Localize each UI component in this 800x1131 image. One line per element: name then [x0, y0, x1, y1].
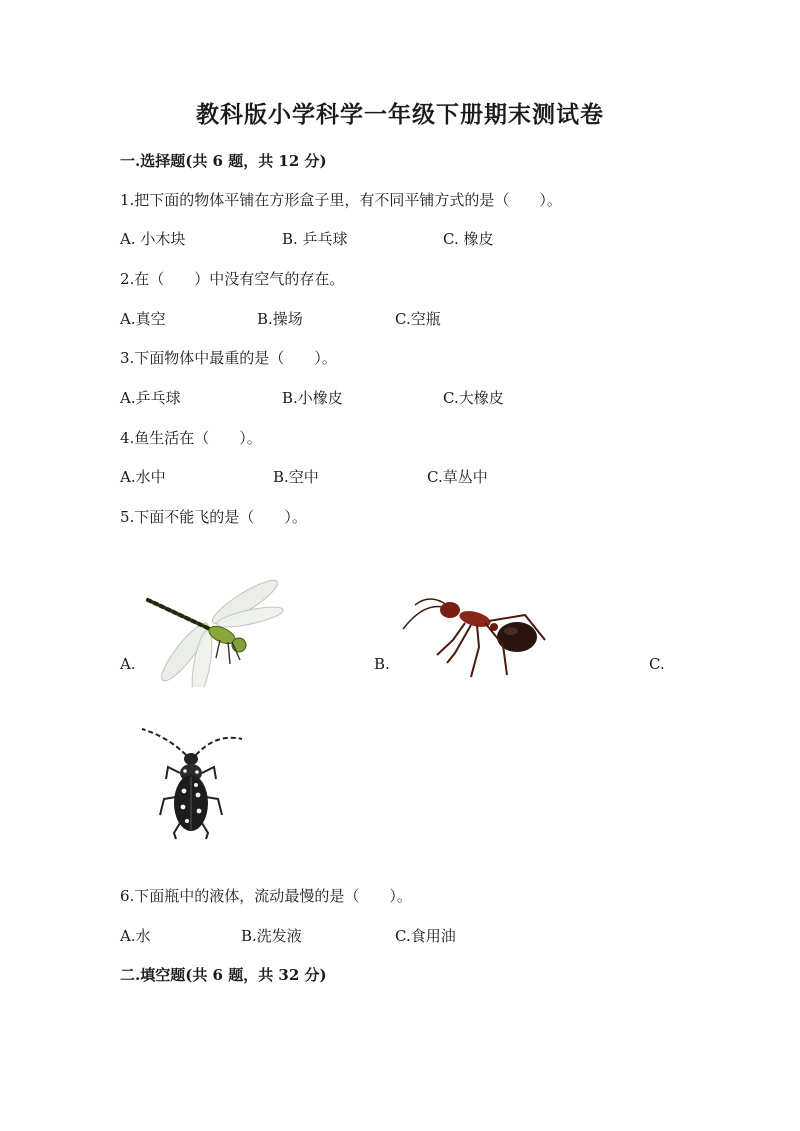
- question-1: 1.把下面的物体平铺在方形盒子里，有不同平铺方式的是（ ）。: [120, 191, 562, 209]
- question-5: 5.下面不能飞的是（ ）。: [120, 508, 307, 526]
- question-3: 3.下面物体中最重的是（ ）。: [120, 349, 337, 367]
- question-6: 6.下面瓶中的液体，流动最慢的是（ ）。: [120, 887, 412, 905]
- q6-option-b: B.洗发液: [241, 927, 302, 945]
- q5-option-a: A.: [120, 655, 136, 673]
- q1-option-a: A. 小木块: [120, 230, 186, 248]
- q2-option-c: C.空瓶: [395, 310, 441, 328]
- q6-option-c: C.食用油: [395, 927, 456, 945]
- q4-option-c: C.草丛中: [427, 468, 488, 486]
- dragonfly-image: [140, 572, 285, 687]
- q3-option-a: A.乒乓球: [120, 389, 181, 407]
- q1-option-b: B. 乒乓球: [282, 230, 348, 248]
- question-2: 2.在（ ）中没有空气的存在。: [120, 270, 345, 288]
- q4-option-a: A.水中: [120, 468, 166, 486]
- q2-option-a: A.真空: [120, 310, 166, 328]
- section-heading-choice: 一.选择题(共 6 题，共 12 分): [120, 152, 327, 170]
- q2-option-b: B.操场: [257, 310, 303, 328]
- q3-option-b: B.小橡皮: [282, 389, 343, 407]
- question-4: 4.鱼生活在（ ）。: [120, 429, 262, 447]
- section-heading-fill: 二.填空题(共 6 题，共 32 分): [120, 966, 327, 984]
- beetle-image: [138, 725, 248, 840]
- q4-option-b: B.空中: [273, 468, 319, 486]
- q5-option-c: C.: [649, 655, 665, 673]
- q1-option-c: C. 橡皮: [443, 230, 494, 248]
- q5-option-b: B.: [374, 655, 390, 673]
- q3-option-c: C.大橡皮: [443, 389, 504, 407]
- page-title: 教科版小学科学一年级下册期末测试卷: [196, 101, 604, 128]
- q6-option-a: A.水: [120, 927, 151, 945]
- ant-image: [395, 585, 555, 685]
